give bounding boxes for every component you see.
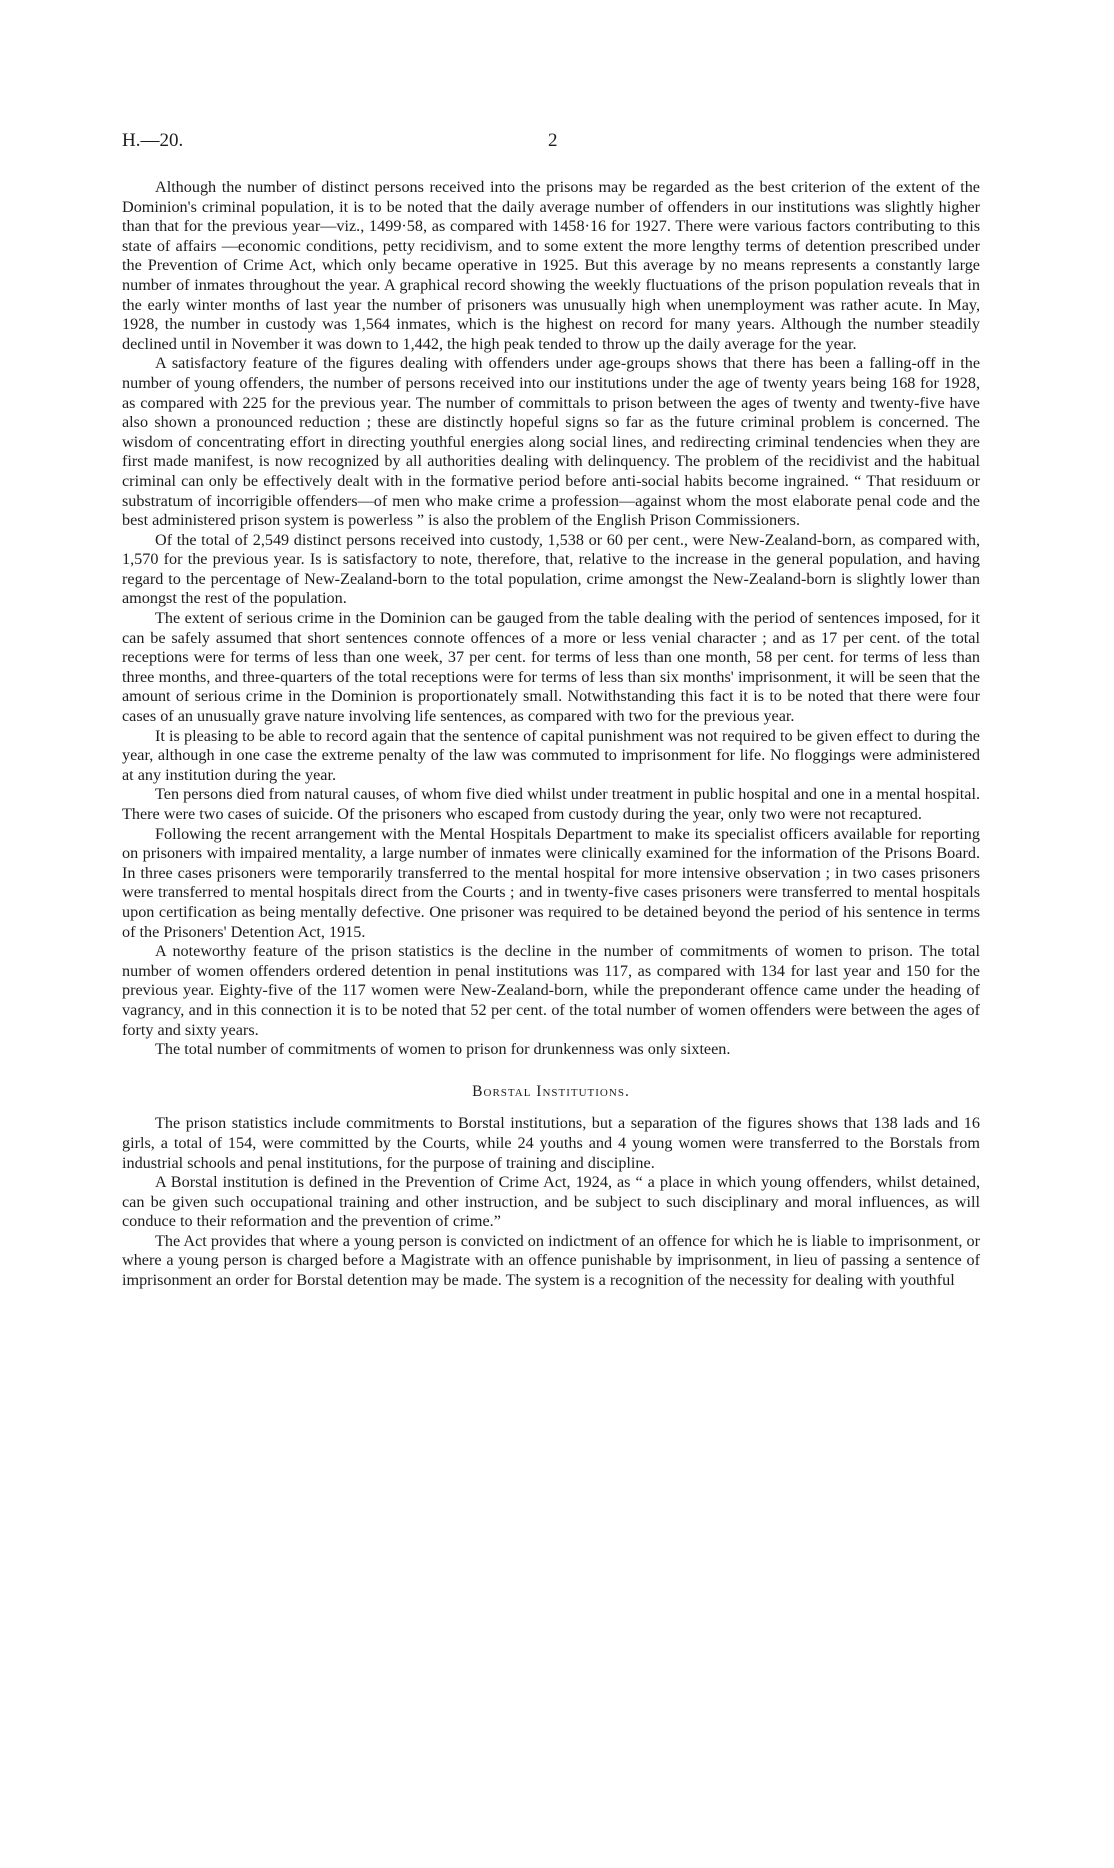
body-text xyxy=(122,178,980,1291)
paragraph-mental-hospitals: Following the recent arrangement with the Mental Hospitals Department to make its specialist officers available for reporting on prisoners with impaired mentality, a large number of inmates were clinically examined for the information of the Prisons Board. In three cases prisoners were temporarily transferred to the mental hospital for more intensive observation ; in two cases prisoners were transferred to mental hospitals direct from the Courts ; and in twenty-five cases prisoners were transferred to mental hospitals upon certification as being mentally defective. One prisoner was required to be detained beyond the period of his sentence in terms of the Prisoners' Detention Act, 1915. xyxy=(122,824,980,941)
paragraph-daily-average: Although the number of distinct persons received into the prisons may be regarded as the best criterion of the extent of the Dominion's criminal population, it is to be noted that the daily average number of offenders in our institutions was slightly higher than that for the previous year—viz., 1499·58, as compared with 1458·16 for 1927. There were various factors contributing to this state of affairs —economic conditions, petty recidivism, and to some extent the more lengthy terms of detention prescribed under the Prevention of Crime Act, which only became operative in 1925. But this average by no means represents a constantly large number of inmates throughout the year. A graphical record showing the weekly fluctuations of the prison population reveals that in the early winter months of last year the number of prisoners was unusually high when unemployment was rather acute. In May, 1928, the number in custody was 1,564 inmates, which is the highest on record for many years. Although the number steadily declined until in November it was down to 1,442, the high peak tended to throw up the daily average for the year. xyxy=(122,178,980,353)
paragraph-young-offenders: A satisfactory feature of the figures dealing with offenders under age-groups shows that there has been a falling-off in the number of young offenders, the number of persons received into our institutions under the age of twenty years being 168 for 1928, as compared with 225 for the previous year. The number of committals to prison between the ages of twenty and twenty-five have also shown a pronounced reduction ; these are distinctly hopeful signs so far as the future criminal problem is concerned. The wisdom of concentrating effort in directing youthful energies along social lines, and redirecting criminal tendencies when they are first made manifest, is now recognized by all authorities dealing with delinquency. The problem of the recidivist and the habitual criminal can only be effectively dealt with in the formative period before anti-social habits become ingrained. “ That residuum or substratum of incorrigible offenders—of men who make crime a profession—against whom the most elaborate penal code and the best administered prison system is powerless ” is also the problem of the English Prison Commissioners. xyxy=(122,354,980,530)
paragraph-borstal-statistics: The prison statistics include commitments to Borstal institutions, but a separation of the figures shows that 138 lads and 16 girls, a total of 154, were committed by the Courts, while 24 youths and 4 young women were transferred to the Borstals from industrial schools and penal institutions, for the purpose of training and discipline. xyxy=(122,1114,980,1172)
paragraph-deaths-escapes: Ten persons died from natural causes, of whom five died whilst under treatment in public hospital and one in a mental hospital. There were two cases of suicide. Of the prisoners who escaped from custody during the year, only two were not recaptured. xyxy=(122,785,980,823)
page-number: 2 xyxy=(548,130,558,151)
document-reference: H.—20. xyxy=(122,130,184,151)
section-heading-borstal: Borstal Institutions. xyxy=(472,1082,630,1100)
paragraph-borstal-definition: A Borstal institution is defined in the Prevention of Crime Act, 1924, as “ a place in which young offenders, whilst detained, can be given such occupational training and other instruction, and be subject to such disciplinary and moral influences, as will conduce to their reformation and the prevention of crime.” xyxy=(122,1173,980,1231)
paragraph-serious-crime: The extent of serious crime in the Dominion can be gauged from the table dealing with the period of sentences imposed, for it can be safely assumed that short sentences connote offences of a more or less venial character ; and as 17 per cent. of the total receptions were for terms of less than one week, 37 per cent. for terms of less than one month, 58 per cent. for terms of less than three months, and three-quarters of the total receptions were for terms of less than six months' imprisonment, it will be seen that the amount of serious crime in the Dominion is proportionately small. Notwithstanding this fact it is to be noted that there were four cases of an unusually grave nature involving life sentences, as compared with two for the previous year. xyxy=(122,609,980,726)
paragraph-borstal-act: The Act provides that where a young person is convicted on indictment of an offence for which he is liable to imprisonment, or where a young person is charged before a Magistrate with an offence punishable by imprisonment, in lieu of passing a sentence of imprisonment an order for Borstal detention may be made. The system is a recognition of the necessity for dealing with youthful xyxy=(122,1231,980,1290)
paragraph-drunkenness: The total number of commitments of women to prison for drunkenness was only sixteen. xyxy=(155,1040,731,1059)
paragraph-new-zealand-born: Of the total of 2,549 distinct persons received into custody, 1,538 or 60 per cent., were New-Zealand-born, as compared with, 1,570 for the previous year. Is is satisfactory to note, therefore, that, relative to the increase in the general population, and having regard to the percentage of New-Zealand-born to the total population, crime amongst the New-Zealand-born is slightly lower than amongst the rest of the population. xyxy=(122,530,980,608)
paragraph-capital-punishment: It is pleasing to be able to record again that the sentence of capital punishment was not required to be given effect to during the year, although in one case the extreme penalty of the law was commuted to imprisonment for life. No floggings were administered at any institution during the year. xyxy=(122,726,980,784)
paragraph-women-offenders: A noteworthy feature of the prison statistics is the decline in the number of commitments of women to prison. The total number of women offenders ordered detention in penal institutions was 117, as compared with 134 for last year and 150 for the previous year. Eighty-five of the 117 women were New-Zealand-born, while the preponderant offence came under the heading of vagrancy, and in this connection it is to be noted that 52 per cent. of the total number of women offenders were between the ages of forty and sixty years. xyxy=(122,942,980,1039)
page-header xyxy=(122,130,980,156)
